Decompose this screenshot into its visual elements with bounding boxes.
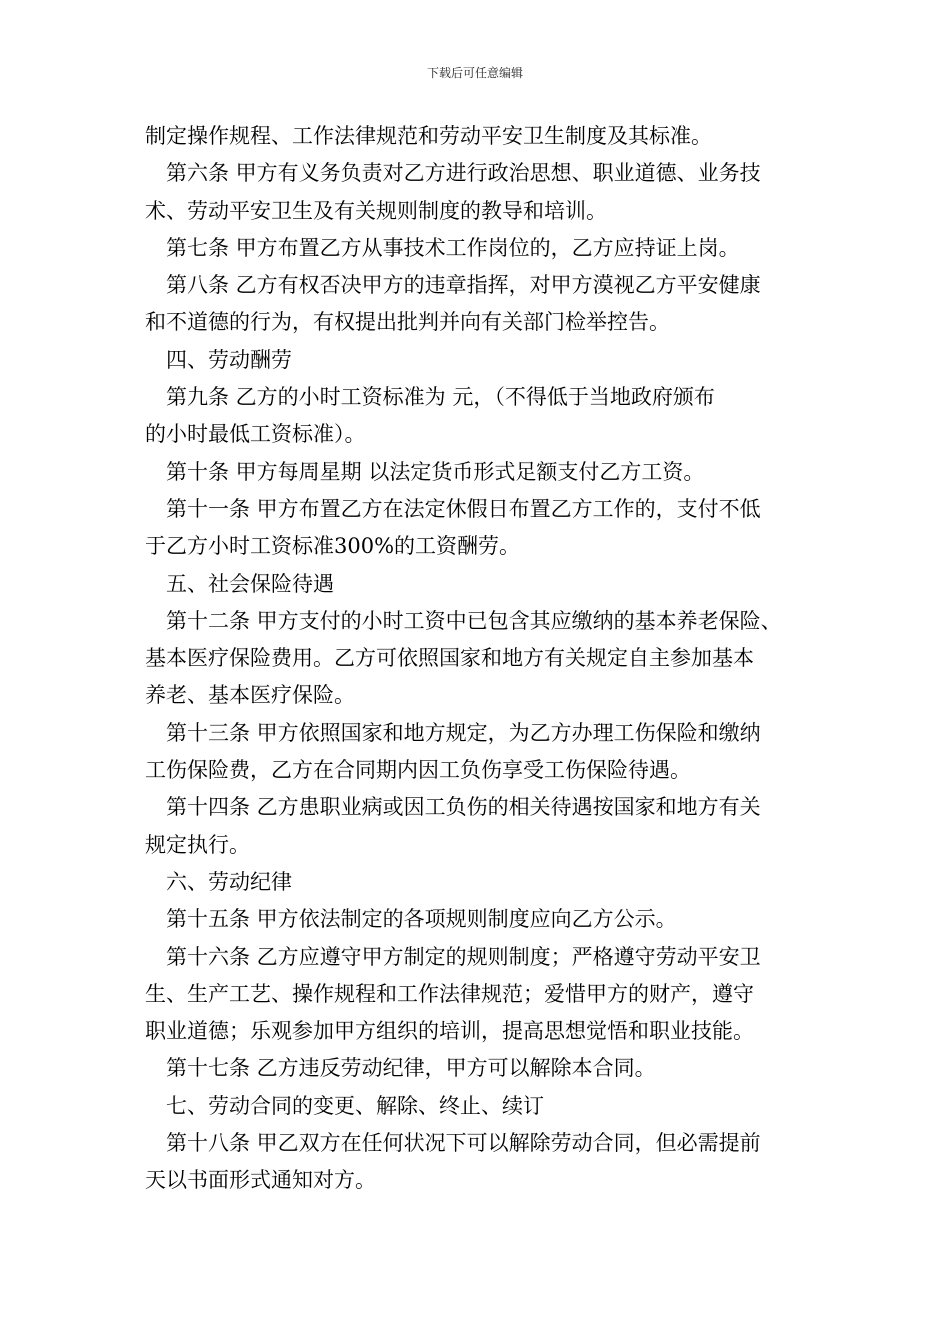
text-line: 生、生产工艺、操作规程和工作法律规范；爱惜甲方的财产，遵守 — [145, 981, 754, 1006]
text-line: 规定执行。 — [145, 832, 250, 857]
article-14-line: 第十四条 乙方患职业病或因工负伤的相关待遇按国家和地方有关 — [166, 795, 761, 820]
article-18-line: 第十八条 甲乙双方在任何状况下可以解除劳动合同，但必需提前 — [166, 1131, 761, 1156]
article-9-line: 第九条 乙方的小时工资标准为 元，（不得低于当地政府颁布 — [166, 385, 715, 410]
text-line: 于乙方小时工资标准300%的工资酬劳。 — [145, 534, 521, 559]
article-12-line: 第十二条 甲方支付的小时工资中已包含其应缴纳的基本养老保险、 — [166, 608, 782, 633]
article-15-line: 第十五条 甲方依法制定的各项规则制度应向乙方公示。 — [166, 907, 677, 932]
text-line: 和不道德的行为，有权提出批判并向有关部门检举控告。 — [145, 310, 670, 335]
text-line: 天以书面形式通知对方。 — [145, 1168, 376, 1193]
section-heading: 六、劳动纪律 — [166, 869, 292, 894]
article-17-line: 第十七条 乙方违反劳动纪律，甲方可以解除本合同。 — [166, 1056, 656, 1081]
document-body — [145, 118, 825, 1200]
article-16-line: 第十六条 乙方应遵守甲方制定的规则制度；严格遵守劳动平安卫 — [166, 944, 761, 969]
text-line: 基本医疗保险费用。乙方可依照国家和地方有关规定自主参加基本 — [145, 646, 754, 671]
text-line: 制定操作规程、工作法律规范和劳动平安卫生制度及其标准。 — [145, 124, 712, 148]
article-10-line: 第十条 甲方每周星期 以法定货币形式足额支付乙方工资。 — [166, 459, 705, 484]
page-header: 下载后可任意编辑 — [426, 66, 523, 80]
article-13-line: 第十三条 甲方依照国家和地方规定，为乙方办理工伤保险和缴纳 — [166, 720, 761, 745]
article-7-line: 第七条 甲方布置乙方从事技术工作岗位的，乙方应持证上岗。 — [166, 235, 740, 260]
text-line: 的小时最低工资标准）。 — [145, 422, 366, 447]
text-line: 养老、基本医疗保险。 — [145, 683, 355, 708]
article-11-line: 第十一条 甲方布置乙方在法定休假日布置乙方工作的，支付不低 — [166, 496, 761, 521]
text-line: 职业道德；乐观参加甲方组织的培训，提高思想觉悟和职业技能。 — [145, 1019, 754, 1044]
article-6-line: 第六条 甲方有义务负责对乙方进行政治思想、职业道德、业务技 — [166, 161, 761, 186]
section-heading: 四、劳动酬劳 — [166, 347, 292, 372]
text-line: 术、劳动平安卫生及有关规则制度的教导和培训。 — [145, 198, 607, 223]
article-8-line: 第八条 乙方有权否决甲方的违章指挥，对甲方漠视乙方平安健康 — [166, 273, 761, 298]
section-heading: 五、社会保险待遇 — [166, 571, 334, 596]
text-line: 工伤保险费，乙方在合同期内因工负伤享受工伤保险待遇。 — [145, 758, 691, 783]
section-heading: 七、劳动合同的变更、解除、终止、续订 — [166, 1093, 544, 1118]
